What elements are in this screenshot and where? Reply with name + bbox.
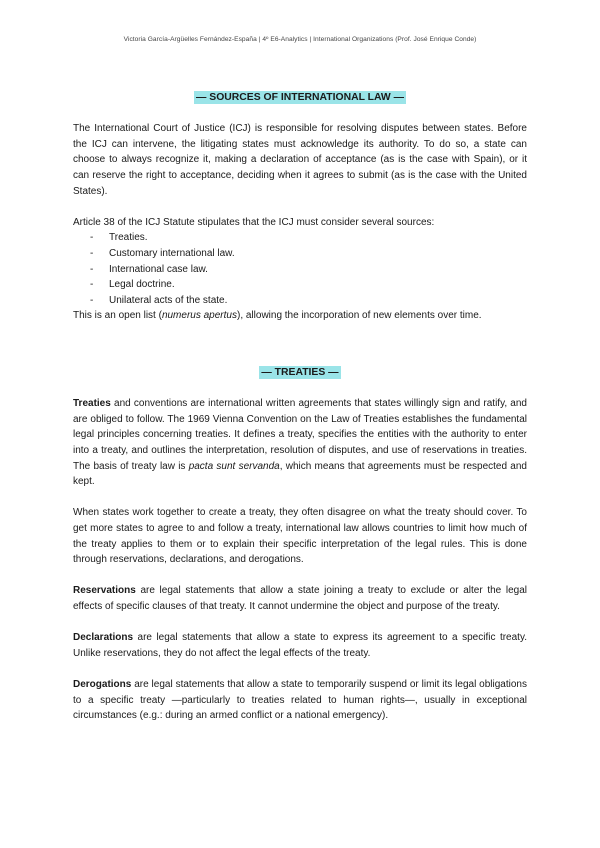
list-item: - Legal doctrine. [90,277,527,293]
running-header: Victoria García-Argüelles Fernández-España | 4º E6-Analytics | International Organizations (Prof. José Enrique Conde) [123,36,477,43]
heading-highlight: — TREATIES — [261,367,339,379]
treaties-paragraph-cooperation: When states work together to create a treaty, they often disagree on what the treaty should cover. To get more states to agree to and follow a treaty, international law allows countries to limit how much of the treaty applies to them or to explain their specific interpretation of the legal rules. This is done through reservations, declarations, and derogations. [73,507,527,566]
treaties-paragraph-declarations: Declarations are legal statements that allow a state to express its agreement to a specific treaty. Unlike reservations, they do not affect the legal effects of the treaty. [73,632,527,659]
page-content [73,90,527,724]
heading-highlight: — SOURCES OF INTERNATIONAL LAW — [195,92,404,103]
sources-paragraph: The International Court of Justice (ICJ) is responsible for resolving disputes between states. Before the ICJ can intervene, the litigating states must acknowledge its authority. To do so, a state can choose to always recognize it, making a declaration of acceptance (as is the case with Spain), or it can reserve the right to acceptance, deciding when it agrees to submit (as is the case with the United States). [73,123,527,197]
treaties-paragraph-reservations: Reservations are legal statements that allow a state joining a treaty to exclude or alter the legal effects of specific clauses of that treaty. It cannot undermine the object and purpose of the treaty. [73,585,527,612]
section-heading-sources [73,90,527,106]
sources-list [73,230,527,308]
list-item: - International case law. [90,262,527,278]
list-item: - Treaties. [90,230,527,246]
list-item: - Customary international law. [90,246,527,262]
list-item: - Unilateral acts of the state. [90,293,527,309]
treaties-paragraph-definition: Treaties and conventions are international written agreements that states willingly sign and ratify, and are obliged to follow. The 1969 Vienna Convention on the Law of Treaties establishes the fundamental legal principles concerning treaties. It defines a treaty, specifies the entities with the authority to enter into a treaty, and outlines the interpretation, resolution of disputes, and use of reservations in treaties. The basis of treaty law is pacta sunt servanda, which means that agreements must be respected and kept. [73,398,527,488]
sources-list-intro: Article 38 of the ICJ Statute stipulates that the ICJ must consider several sources: [73,216,435,228]
section-heading-treaties [73,365,527,381]
sources-closing: This is an open list (numerus apertus), allowing the incorporation of new elements over time. [73,310,482,322]
treaties-paragraph-derogations: Derogations are legal statements that allow a state to temporarily suspend or limit its legal obligations to a specific treaty —particularly to treaties related to human rights—, usually in exceptional circumstances (e.g.: during an armed conflict or a national emergency). [73,678,527,722]
